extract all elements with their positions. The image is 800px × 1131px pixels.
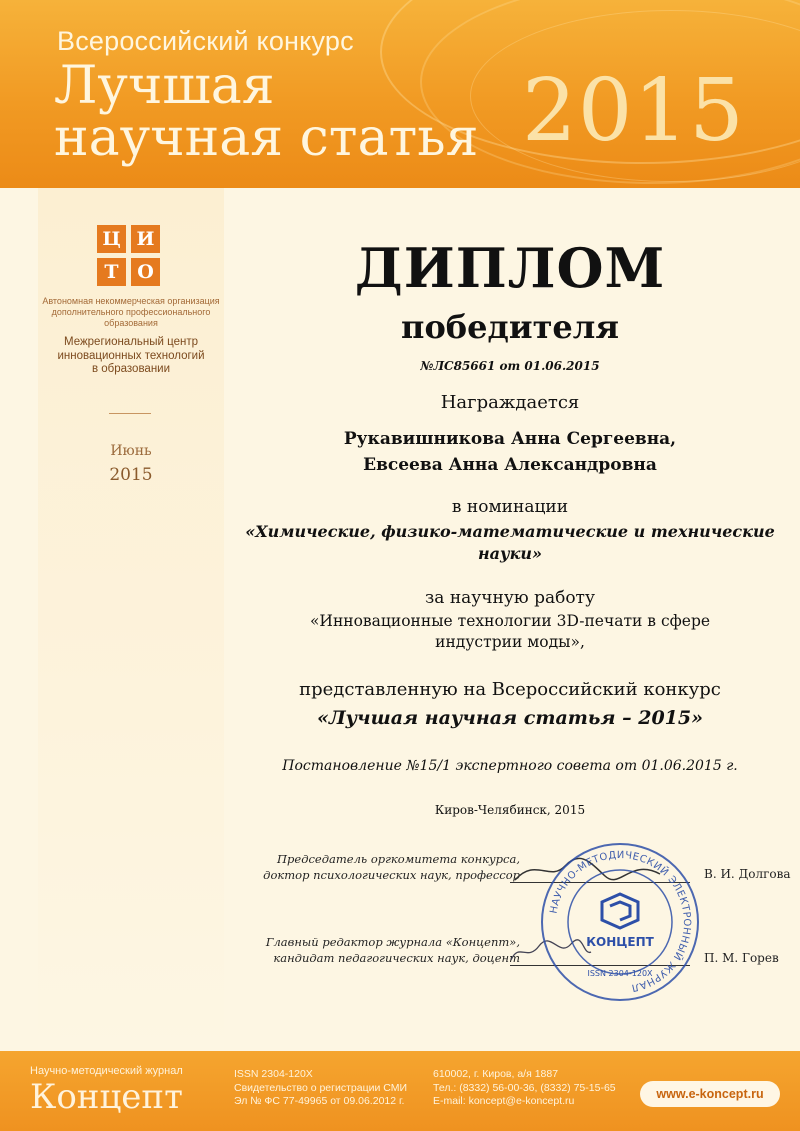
nomination-line: «Химические, физико-математические и технические	[245, 522, 775, 541]
contest-title-line2: научная статья	[54, 108, 479, 168]
footer-line: ISSN 2304-120X	[234, 1068, 313, 1080]
footer-line: Эл № ФС 77-49965 от 09.06.2012 г.	[234, 1095, 405, 1107]
awarded-label: Награждается	[440, 392, 580, 413]
work-title	[240, 611, 780, 653]
nomination-label: в номинации	[451, 497, 569, 517]
work-title-line: «Инновационные технологии 3D-печати в сфере	[309, 612, 711, 630]
journal-stamp	[538, 840, 702, 1004]
footer-line: Тел.: (8332) 56-00-36, (8332) 75-15-65	[433, 1081, 616, 1094]
signatory-name: В. И. Долгова	[704, 867, 791, 881]
city-year: Киров-Челябинск, 2015	[434, 803, 586, 817]
tsito-logo	[97, 225, 161, 287]
recipient-name: Евсеева Анна Александровна	[363, 455, 657, 475]
diploma-title: ДИПЛОМ	[354, 236, 666, 300]
footer-contacts	[433, 1068, 616, 1109]
footer-line: Свидетельство о регистрации СМИ	[234, 1081, 407, 1094]
signatory-role-line: Главный редактор журнала «Концепт»,	[265, 935, 520, 949]
contest-label: Всероссийский конкурс	[57, 26, 354, 56]
footer-website-link[interactable]: www.e-koncept.ru	[640, 1081, 780, 1107]
footer-registration	[234, 1068, 407, 1109]
stamp-ring-text: НАУЧНО-МЕТОДИЧЕСКИЙ ЭЛЕКТРОННЫЙ ЖУРНАЛ	[548, 849, 693, 994]
recipient-names	[240, 426, 780, 478]
footer-line: E-mail: koncept@e-koncept.ru	[433, 1095, 575, 1107]
logo-letter: О	[131, 258, 160, 286]
footer-journal-type: Научно-методический журнал	[30, 1065, 183, 1077]
logo-letter: Т	[97, 258, 126, 286]
stamp-issn: ISSN 2304-120X	[587, 969, 653, 978]
org-type-line: Автономная некоммерческая организация	[42, 296, 220, 306]
signatory-name: П. М. Горев	[704, 951, 779, 965]
footer-journal-name: Концепт	[30, 1077, 183, 1117]
contest-name: «Лучшая научная статья – 2015»	[316, 707, 703, 729]
sidebar-year: 2015	[109, 465, 153, 485]
logo-letter: Ц	[97, 225, 126, 253]
org-name	[40, 336, 222, 377]
org-type-line: дополнительного профессионального	[51, 307, 211, 317]
logo-letter: И	[131, 225, 160, 253]
stamp-center-text: КОНЦЕПТ	[586, 935, 654, 949]
org-name-line: Межрегиональный центр	[63, 336, 199, 348]
recipient-name: Рукавишникова Анна Сергеевна,	[343, 429, 677, 449]
decree-text: Постановление №15/1 экспертного совета от 01.06.2015 г.	[282, 758, 738, 774]
work-label: за научную работу	[425, 588, 595, 608]
contest-year: 2015	[522, 61, 745, 161]
diploma-number: №ЛС85661 от 01.06.2015	[420, 359, 600, 373]
work-title-line: индустрии моды»,	[435, 633, 585, 651]
stamp-logo-icon	[602, 894, 638, 928]
nomination-line: науки»	[477, 544, 543, 563]
org-type	[40, 296, 222, 329]
signatory-role-line: Председатель оргкомитета конкурса,	[277, 852, 520, 866]
diploma-subtitle: победителя	[401, 308, 619, 346]
org-name-line: в образовании	[91, 363, 171, 375]
nomination-name	[240, 521, 780, 565]
sidebar-month: Июнь	[110, 443, 152, 459]
presented-label: представленную на Всероссийский конкурс	[299, 679, 721, 700]
signatory-role	[240, 851, 520, 883]
signatory-role-line: доктор психологических наук, профессор	[263, 868, 520, 882]
signatory-role	[240, 934, 520, 966]
org-name-line: инновационных технологий	[57, 349, 205, 362]
signatory-role-line: кандидат педагогических наук, доцент	[273, 951, 520, 965]
footer-line: 610002, г. Киров, а/я 1887	[433, 1068, 559, 1080]
org-type-line: образования	[104, 318, 158, 328]
sidebar-divider	[109, 413, 151, 414]
contest-title-line1: Лучшая	[54, 56, 275, 116]
